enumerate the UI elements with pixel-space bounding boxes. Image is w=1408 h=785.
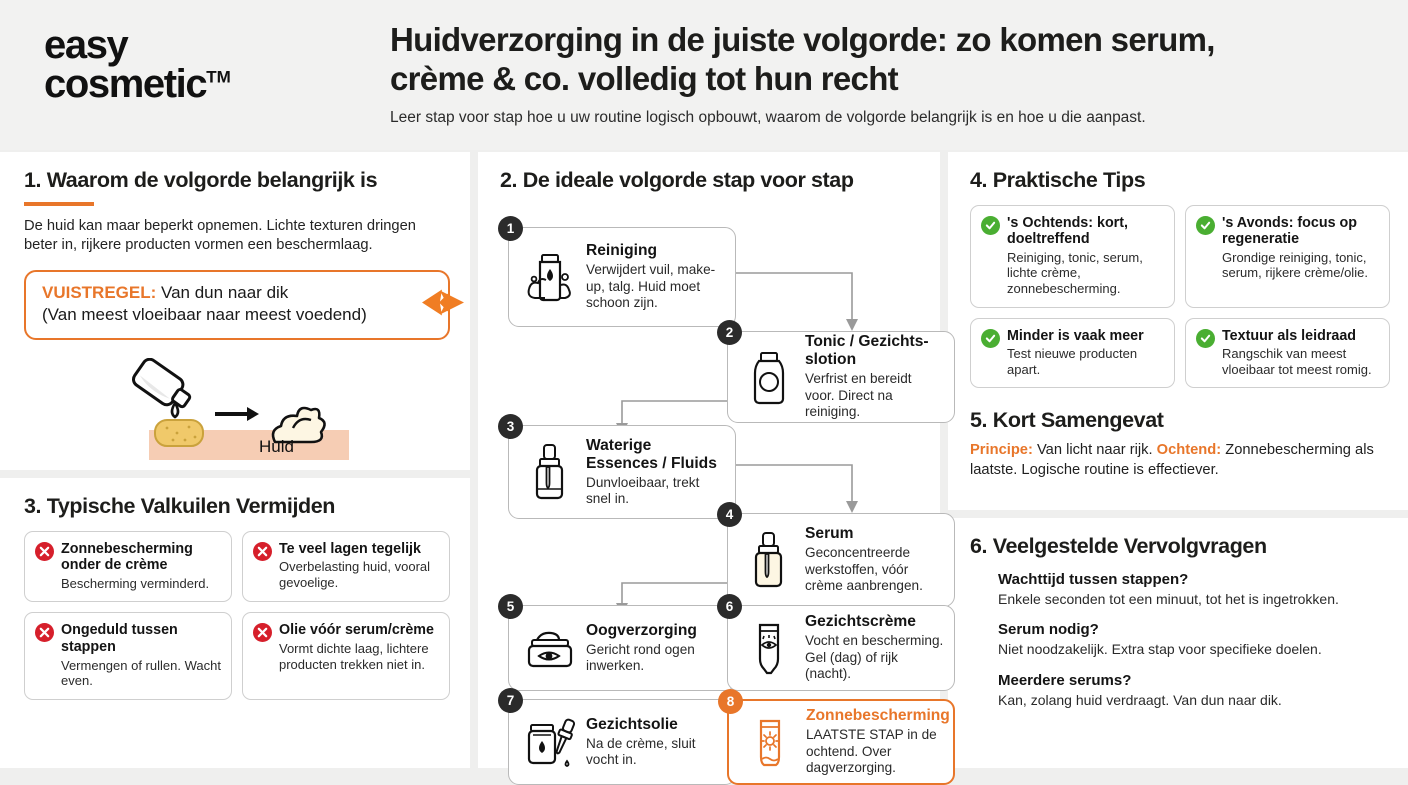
check-circle-icon (981, 329, 1000, 348)
tip-title: 's Avonds: focus op regeneratie (1222, 214, 1357, 248)
summary-keyword-2: Ochtend: (1156, 442, 1222, 459)
left-column (0, 152, 470, 768)
step-card-2[interactable] (725, 324, 955, 423)
step-title: Gezichtsolie (586, 715, 678, 733)
section-4-heading: 4. Praktische Tips (970, 168, 1146, 192)
step-title: Zonnebescherming (806, 707, 950, 725)
step-desc: Na de crème, sluit vocht in. (586, 735, 696, 767)
pitfall-item (242, 612, 450, 699)
check-circle-icon (981, 216, 1000, 235)
header-text-block (390, 0, 1408, 128)
skin-absorption-illustration (24, 358, 450, 466)
pitfall-title: Te veel lagen tegelijk (279, 540, 421, 557)
x-circle-icon (35, 623, 54, 642)
step-card-5[interactable] (506, 598, 736, 691)
tip-item (970, 205, 1175, 308)
section-2-card (478, 152, 950, 775)
arrow-right-icon (420, 284, 466, 325)
step-desc: Verwijdert vuil, make-up, talg. Huid moet schoon zijn. (586, 262, 716, 310)
eye-cream-jar-icon (523, 624, 577, 672)
step-title: Serum (805, 525, 854, 543)
step-number-badge: 8 (718, 689, 743, 714)
step-desc: Geconcentreerde werkstoffen, vóór crème aanbrengen. (805, 545, 923, 593)
section-1-intro: De huid kan maar beperkt opnemen. Lichte texturen dringen beter in, rijkere producten vormen een beschermlaag. (24, 217, 416, 254)
sunscreen-tube-icon (743, 713, 797, 771)
step-title: Oogverzorging (586, 621, 697, 639)
section-3-card (0, 478, 470, 768)
trademark-symbol: TM (206, 67, 231, 87)
right-column (948, 152, 1408, 768)
step-card-8[interactable] (726, 693, 955, 785)
step-number-badge: 1 (498, 216, 523, 241)
brand-line-2 (44, 62, 231, 107)
section-1-heading: 1. Waarom de volgorde belangrijk is (24, 168, 378, 192)
accent-rule (24, 202, 94, 206)
tip-item (970, 318, 1175, 389)
tip-desc: Grondige reiniging, tonic, serum, rijkere crème/olie. (1222, 249, 1368, 281)
step-title: Reiniging (586, 242, 658, 260)
faq-question: Meerdere serums? (998, 671, 1132, 689)
step-card-4[interactable] (725, 506, 955, 607)
step-number-badge: 6 (717, 594, 742, 619)
tip-desc: Reiniging, tonic, serum, lichte crème, zonnebescherming. (1007, 249, 1143, 297)
pitfall-item (24, 612, 232, 699)
summary-keyword-1: Principe: (970, 442, 1033, 459)
step-title: Tonic / Gezichts-slotion (805, 333, 929, 369)
section-5-block (970, 408, 1390, 480)
pitfall-desc: Bescherming verminderd. (61, 575, 210, 591)
check-circle-icon (1196, 216, 1215, 235)
pitfalls-grid (24, 531, 450, 700)
pitfall-title: Olie vóór serum/crème (279, 622, 434, 639)
section-5-heading: 5. Kort Samengevat (970, 408, 1164, 433)
summary-text-2: Zonnebescherming als laatste. Logische routine is effectiever. (970, 442, 1374, 478)
face-oil-bottle-icon (523, 713, 577, 771)
step-desc: Gericht rond ogen inwerken. (586, 641, 695, 673)
step-card-1[interactable] (506, 220, 736, 327)
page-title: Huidverzorging in de juiste volgorde: zo komen serum, crème & co. volledig tot hun recht (390, 21, 1215, 98)
vuistregel-line-2: (Van meest vloeibaar naar meest voedend) (42, 305, 367, 325)
section-4-5-card (948, 152, 1408, 510)
vuistregel-wrapper (24, 270, 450, 340)
middle-column (478, 152, 950, 775)
faq-item (998, 672, 1388, 710)
step-number-badge: 7 (498, 688, 523, 713)
faq-question: Wachttijd tussen stappen? (998, 570, 1189, 588)
check-circle-icon (1196, 329, 1215, 348)
pitfall-title: Ongeduld tussen stappen (61, 622, 178, 656)
page-subtitle: Leer stap voor stap hoe u uw routine logisch opbouwt, waarom de volgorde belangrijk is en hoe u die aanpast. (390, 108, 1146, 126)
faq-item (998, 571, 1388, 609)
brand-logo (0, 0, 390, 107)
tip-title: Minder is vaak meer (1007, 327, 1144, 344)
dropper-bottle-icon (523, 443, 577, 501)
cleanser-tube-icon (523, 249, 577, 305)
tonic-bottle-icon (742, 349, 796, 405)
step-desc: Dunvloeibaar, trekt snel in. (586, 474, 700, 506)
pitfall-desc: Vermengen of rullen. Wacht even. (61, 657, 221, 689)
pitfall-item (242, 531, 450, 603)
step-number-badge: 4 (717, 502, 742, 527)
section-3-heading: 3. Typische Valkuilen Vermijden (24, 494, 336, 518)
face-cream-tube-icon (742, 619, 796, 677)
x-circle-icon (253, 623, 272, 642)
step-desc: Verfrist en bereidt voor. Direct na reiniging. (805, 371, 912, 419)
routine-flow (500, 203, 950, 775)
step-card-6[interactable] (725, 598, 955, 691)
vuistregel-box (24, 270, 450, 340)
step-desc: LAATSTE STAP in de ochtend. Over dagverzorging. (806, 727, 937, 775)
vuistregel-keyword: VUISTREGEL: (42, 282, 157, 302)
summary-text-1: Van licht naar rijk. (1032, 442, 1157, 459)
serum-dropper-icon (742, 531, 796, 589)
faq-answer: Niet noodzakelijk. Extra stap voor specifieke doelen. (998, 641, 1322, 658)
tip-item (1185, 318, 1390, 389)
brand-line-1: easy (44, 23, 128, 67)
faq-item (998, 621, 1388, 659)
step-number-badge: 3 (498, 414, 523, 439)
x-circle-icon (35, 542, 54, 561)
pitfall-item (24, 531, 232, 603)
content-columns (0, 152, 1408, 775)
step-title: Gezichtscrème (805, 613, 916, 631)
step-card-7[interactable] (506, 692, 736, 785)
section-1-card (0, 152, 470, 470)
tip-desc: Test nieuwe producten apart. (1007, 346, 1138, 377)
tip-desc: Rangschik van meest vloeibaar tot meest romig. (1222, 346, 1372, 377)
faq-answer: Kan, zolang huid verdraagt. Van dun naar dik. (998, 691, 1282, 708)
section-5-summary (970, 441, 1390, 480)
vuistregel-line-1 (42, 282, 432, 304)
pitfall-title: Zonnebescherming onder de crème (61, 540, 193, 574)
skin-label: Huid (259, 436, 294, 456)
faq-list (970, 571, 1388, 710)
section-6-heading: 6. Veelgestelde Vervolgvragen (970, 534, 1267, 558)
tip-title: Textuur als leidraad (1222, 327, 1357, 344)
page-header (0, 0, 1408, 150)
step-desc: Vocht en bescherming. Gel (dag) of rijk (nacht). (805, 633, 944, 681)
faq-question: Serum nodig? (998, 621, 1099, 639)
step-title: Waterige Essences / Fluids (586, 436, 717, 472)
section-2-heading: 2. De ideale volgorde stap voor stap (500, 168, 854, 192)
step-number-badge: 5 (498, 594, 523, 619)
step-card-3[interactable] (506, 418, 736, 519)
step-number-badge: 2 (717, 320, 742, 345)
tip-item (1185, 205, 1390, 308)
pitfall-desc: Vormt dichte laag, lichtere producten trekken niet in. (279, 641, 429, 672)
tip-title: 's Ochtends: kort, doeltreffend (1007, 214, 1128, 248)
tips-grid (970, 205, 1390, 389)
pitfall-desc: Overbelasting huid, vooral gevoelige. (279, 559, 431, 590)
x-circle-icon (253, 542, 272, 561)
section-6-card (948, 518, 1408, 768)
vuistregel-text-1: Van dun naar dik (156, 282, 289, 302)
brand-name: cosmetic (44, 62, 207, 107)
faq-answer: Enkele seconden tot een minuut, tot het is ingetrokken. (998, 590, 1339, 607)
